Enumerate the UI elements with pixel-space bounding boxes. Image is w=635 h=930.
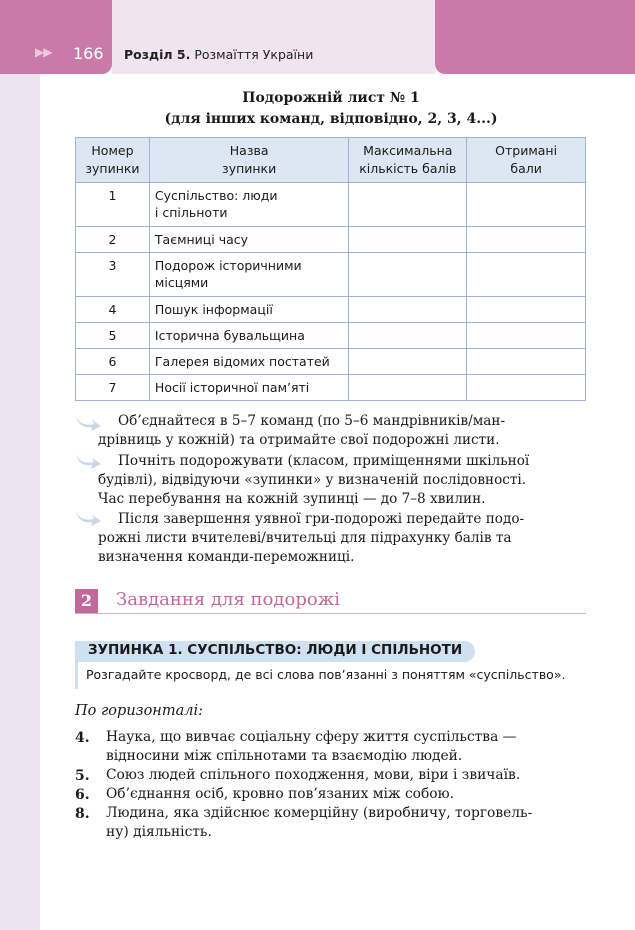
- section-number-badge: 2: [75, 589, 98, 613]
- instruction-line: дрівниць у кожній) та отримайте свої подорожні листи.: [98, 432, 500, 448]
- clue-number: 6.: [75, 787, 90, 803]
- clue-number: 5.: [75, 768, 90, 784]
- horizontal-label: По горизонталі:: [75, 703, 204, 719]
- stop-number: 7: [76, 375, 150, 401]
- page-number: 166: [73, 44, 104, 63]
- instruction-paragraph: [98, 510, 586, 567]
- clue-text: Об’єднання осіб, кровно пов’язаних між собою.: [106, 786, 455, 802]
- stop-title: ЗУПИНКА 1. СУСПІЛЬСТВО: ЛЮДИ І СПІЛЬНОТИ: [88, 642, 463, 658]
- max-points-cell: [349, 253, 467, 297]
- instruction-line: Час перебування на кожній зупинці — до 7–8 хвилин.: [98, 491, 486, 507]
- max-points-cell: [349, 375, 467, 401]
- sheet-subtitle: (для інших команд, відповідно, 2, 3, 4...): [164, 111, 498, 127]
- instruction-line: рожні листи вчителеві/вчительці для підрахунку балів та: [98, 530, 512, 546]
- table-row: [76, 323, 586, 349]
- column-header: Номер зупинки: [76, 138, 150, 183]
- table-header-row: [76, 138, 586, 183]
- stop-number: 5: [76, 323, 150, 349]
- points-cell: [467, 349, 586, 375]
- instruction-line: Почніть подорожувати (класом, приміщеннями шкільної: [118, 453, 530, 469]
- stop-name: Таємниці часу: [149, 227, 348, 253]
- points-cell: [467, 375, 586, 401]
- stop-name: Галерея відомих постатей: [149, 349, 348, 375]
- clue-text: Союз людей спільного походження, мови, віри і звичаїв.: [106, 767, 521, 783]
- max-points-cell: [349, 227, 467, 253]
- table-row: [76, 183, 586, 227]
- stop-name: Пошук інформації: [149, 297, 348, 323]
- column-header: Максимальна кількість балів: [349, 138, 467, 183]
- section-heading: [124, 47, 313, 62]
- clue-line: відносини між спільнотами та взаємодію людей.: [106, 748, 463, 764]
- max-points-cell: [349, 349, 467, 375]
- section-divider: [75, 613, 586, 614]
- points-cell: [467, 323, 586, 349]
- stop-accent-line: [75, 662, 78, 689]
- stop-name: Суспільство: люди і спільноти: [149, 183, 348, 227]
- table-row: [76, 297, 586, 323]
- section-label: Розділ 5.: [124, 47, 191, 62]
- points-cell: [467, 253, 586, 297]
- instruction-line: будівлі), відвідуючи «зупинки» у визначеній послідовності.: [98, 472, 527, 488]
- header-tab-right: [435, 0, 635, 74]
- points-cell: [467, 227, 586, 253]
- points-cell: [467, 297, 586, 323]
- route-sheet-table: [75, 137, 586, 401]
- column-header: Назва зупинки: [149, 138, 348, 183]
- header-band: [112, 0, 435, 74]
- clue-line: Людина, яка здійснює комерційну (виробничу, торговель-: [106, 805, 533, 821]
- instruction-line: Після завершення уявної гри-подорожі передайте подо-: [118, 511, 525, 527]
- instruction-paragraph: [98, 452, 586, 509]
- stop-number: 6: [76, 349, 150, 375]
- stop-number: 3: [76, 253, 150, 297]
- max-points-cell: [349, 183, 467, 227]
- stop-number: 4: [76, 297, 150, 323]
- stop-number: 2: [76, 227, 150, 253]
- stop-name: Історична бувальщина: [149, 323, 348, 349]
- clue-text: [106, 804, 586, 842]
- clue-line: Наука, що вивчає соціальну сферу життя суспільства —: [106, 729, 517, 745]
- section-title-tasks: Завдання для подорожі: [116, 589, 340, 610]
- section-title: Розмаїття України: [194, 47, 314, 62]
- column-header: Отримані бали: [467, 138, 586, 183]
- page-header: [0, 0, 635, 74]
- stop-task: Розгадайте кросворд, де всі слова пов’язанні з поняттям «суспільство».: [86, 667, 566, 682]
- max-points-cell: [349, 297, 467, 323]
- stop-number: 1: [76, 183, 150, 227]
- sheet-title: Подорожній лист № 1: [242, 90, 420, 106]
- clue-text: [106, 728, 586, 766]
- stop-name: Подорож історичними місцями: [149, 253, 348, 297]
- instruction-line: визначення команди-переможниці.: [98, 549, 355, 565]
- clue-line: ну) діяльність.: [106, 824, 212, 840]
- clue-number: 4.: [75, 730, 90, 746]
- table-row: [76, 253, 586, 297]
- points-cell: [467, 183, 586, 227]
- instruction-line: Об’єднайтеся в 5–7 команд (по 5–6 мандрівників/ман-: [118, 413, 506, 429]
- table-row: [76, 349, 586, 375]
- instruction-paragraph: [98, 412, 586, 450]
- page-sidebar: [0, 0, 40, 930]
- clue-number: 8.: [75, 806, 90, 822]
- stop-name: Носії історичної пам’яті: [149, 375, 348, 401]
- table-row: [76, 375, 586, 401]
- max-points-cell: [349, 323, 467, 349]
- table-row: [76, 227, 586, 253]
- double-arrow-icon: ▶▶: [35, 45, 52, 59]
